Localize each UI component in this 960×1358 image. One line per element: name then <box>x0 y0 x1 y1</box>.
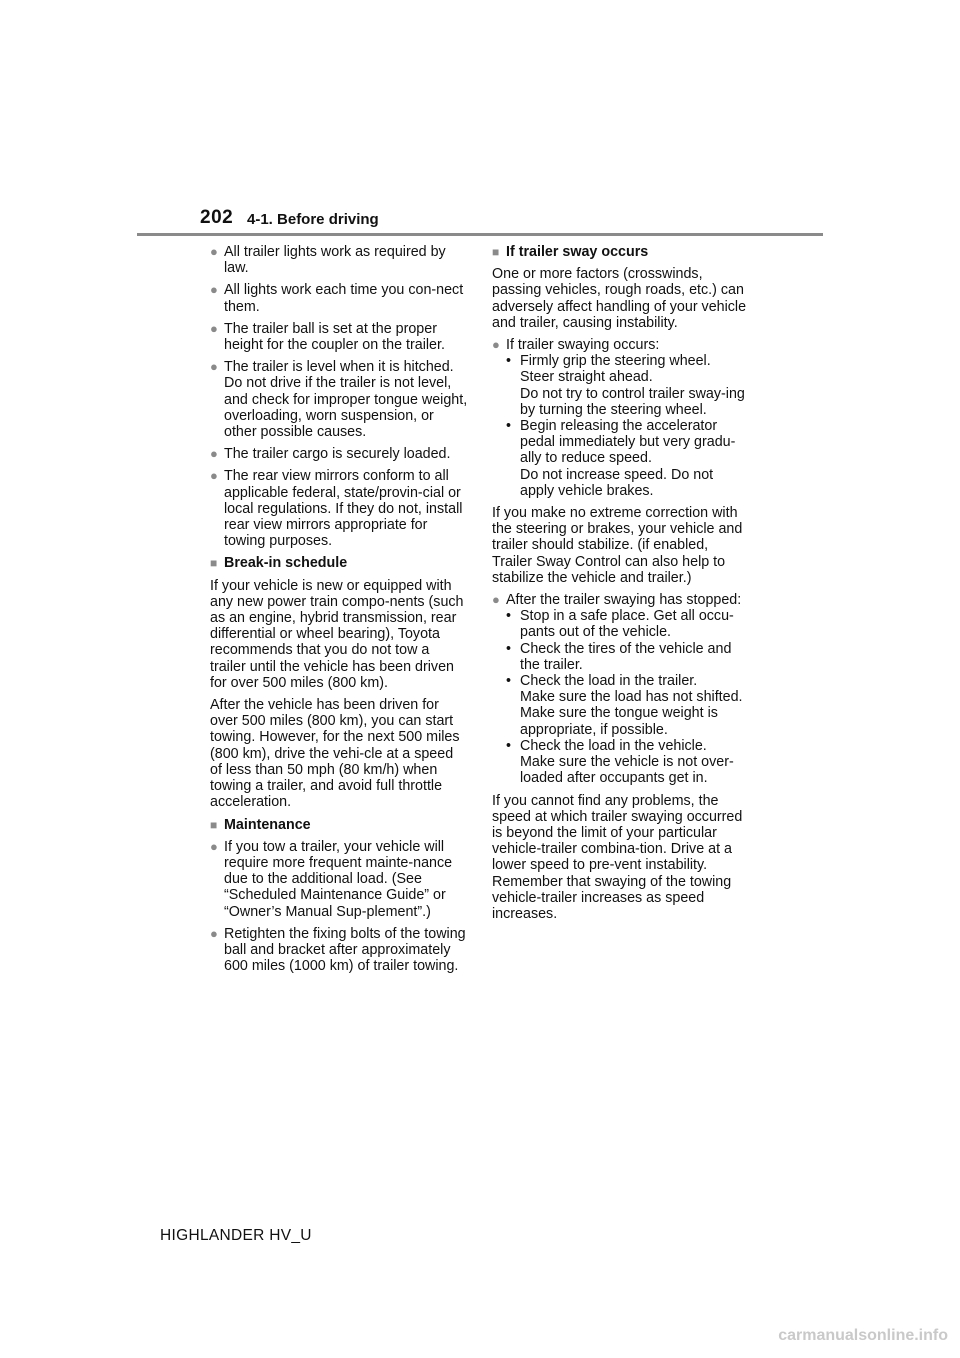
bullet-icon: ● <box>210 244 218 259</box>
sub-list-item: • Check the tires of the vehicle and the trailer. <box>506 640 732 673</box>
breakin-paragraph: If your vehicle is new or equipped with any new power train compo-nents (such as an engine, hybrid transmission, rear differential or wheel bearing), Toyota recommends that you do not tow a trailer until the vehicle has been driven for over 500 miles (800 km). <box>210 577 464 691</box>
bullet-icon: ● <box>210 446 218 462</box>
bullet-icon: ● <box>210 320 218 336</box>
breakin-paragraph: After the vehicle has been driven for over 500 miles (800 km), you can start towing. However, for the next 500 miles (800 km), drive the vehi-cle at a speed of less than 50 mph (80 km/h) when towing a trailer, and avoid full throttle acceleration. <box>210 697 460 811</box>
header-divider <box>137 233 823 236</box>
list-item: ● If you tow a trailer, your vehicle will require more frequent mainte-nance due to the additional load. (See “Scheduled Maintenance Guide” or “Owner’s Manual Sup-plement”.) <box>210 838 453 920</box>
list-item: ● The trailer cargo is securely loaded. <box>210 446 451 463</box>
dash-bullet-icon: • <box>506 737 512 754</box>
dash-bullet-icon: • <box>506 608 512 625</box>
sub-list-item: • Check the load in the vehicle. <box>506 737 707 754</box>
page-number: 202 <box>200 207 234 228</box>
watermark: carmanualsonline.info <box>778 1327 948 1344</box>
dash-bullet-icon: • <box>506 673 512 690</box>
list-item: ● The rear view mirrors conform to all applicable federal, state/provin-cial or local regulations. If they do not, install rear view mirrors appropriate for towing purposes. <box>210 468 463 550</box>
sub-list-item: • Firmly grip the steering wheel. <box>506 353 711 370</box>
bullet-icon: ● <box>210 925 218 941</box>
list-item: ● All trailer lights work as required by law. <box>210 244 446 277</box>
square-bullet-icon: ■ <box>210 817 218 832</box>
sub-list-item: • Begin releasing the accelerator pedal immediately but very gradu-ally to reduce speed. <box>506 418 736 467</box>
sway-paragraph: If you cannot find any problems, the speed at which trailer swaying occurred is beyond the limit of your particular vehicle-trailer combina-tion. Drive at a lower speed to pre-vent instability. Remember that swaying of the towing vehicle-trailer increases as speed increases. <box>492 792 743 922</box>
sway-paragraph: If you make no extreme correction with the steering or brakes, your vehicle and trailer should stabilize. (if enabled, Trailer Sway Control can also help to stabilize the vehicle and trailer.) <box>492 505 743 586</box>
list-item: ● If trailer swaying occurs: • Firmly grip the steering wheel. Steer straight ahead. Do not try to control trailer sway-ing by turning the steering wheel. • Begin releasing the accelerator pedal immediately but very gradu-ally to reduce speed. Do not increase speed. Do not apply vehicle brakes. <box>492 337 750 499</box>
bullet-icon: ● <box>210 838 218 854</box>
sway-heading: ■ If trailer sway occurs <box>492 244 649 260</box>
maintenance-heading: ■ Maintenance <box>210 816 311 833</box>
section-title: 4-1. Before driving <box>247 211 379 228</box>
right-column <box>492 244 750 928</box>
list-item: ● After the trailer swaying has stopped: • Stop in a safe place. Get all occu-pants out of the vehicle. • Check the tires of the vehicle and the trailer. • Check the load in the trailer. Make sure the load has not shifted. Make sure the tongue weight is appropriate, if possible. • Check the load in the vehicle. Make sure the vehicle is not over-loaded after occupants get in. <box>492 592 750 786</box>
list-item: ● All lights work each time you con-nect them. <box>210 282 464 315</box>
sway-paragraph: One or more factors (crosswinds, passing vehicles, rough roads, etc.) can adversely affect handling of your vehicle and trailer, causing instability. <box>492 266 747 331</box>
bullet-icon: ● <box>492 337 500 353</box>
sub-list-item: • Check the load in the trailer. <box>506 673 698 690</box>
square-bullet-icon: ■ <box>492 245 500 259</box>
dash-bullet-icon: • <box>506 418 512 435</box>
dash-bullet-icon: • <box>506 640 512 657</box>
footer-model: HIGHLANDER HV_U <box>160 1227 312 1244</box>
breakin-heading: ■ Break-in schedule <box>210 555 348 572</box>
square-bullet-icon: ■ <box>210 556 218 571</box>
bullet-icon: ● <box>492 592 500 608</box>
bullet-icon: ● <box>210 359 218 375</box>
dash-bullet-icon: • <box>506 353 512 370</box>
level-note: Do not drive if the trailer is not level, and check for improper tongue weight, overloading, worn suspension, or other possible causes. <box>224 375 468 441</box>
bullet-icon: ● <box>210 468 218 484</box>
sub-list-item: • Stop in a safe place. Get all occu-pants out of the vehicle. <box>506 608 734 641</box>
list-item: ● The trailer ball is set at the proper height for the coupler on the trailer. <box>210 320 445 354</box>
left-column <box>210 244 468 980</box>
list-item: ● The trailer is level when it is hitched. Do not drive if the trailer is not level, and check for improper tongue weight, overloading, worn suspension, or other possible causes. <box>210 359 468 441</box>
bullet-icon: ● <box>210 282 218 298</box>
list-item: ● Retighten the fixing bolts of the towing ball and bracket after approximately 600 miles (1000 km) of trailer towing. <box>210 925 466 975</box>
